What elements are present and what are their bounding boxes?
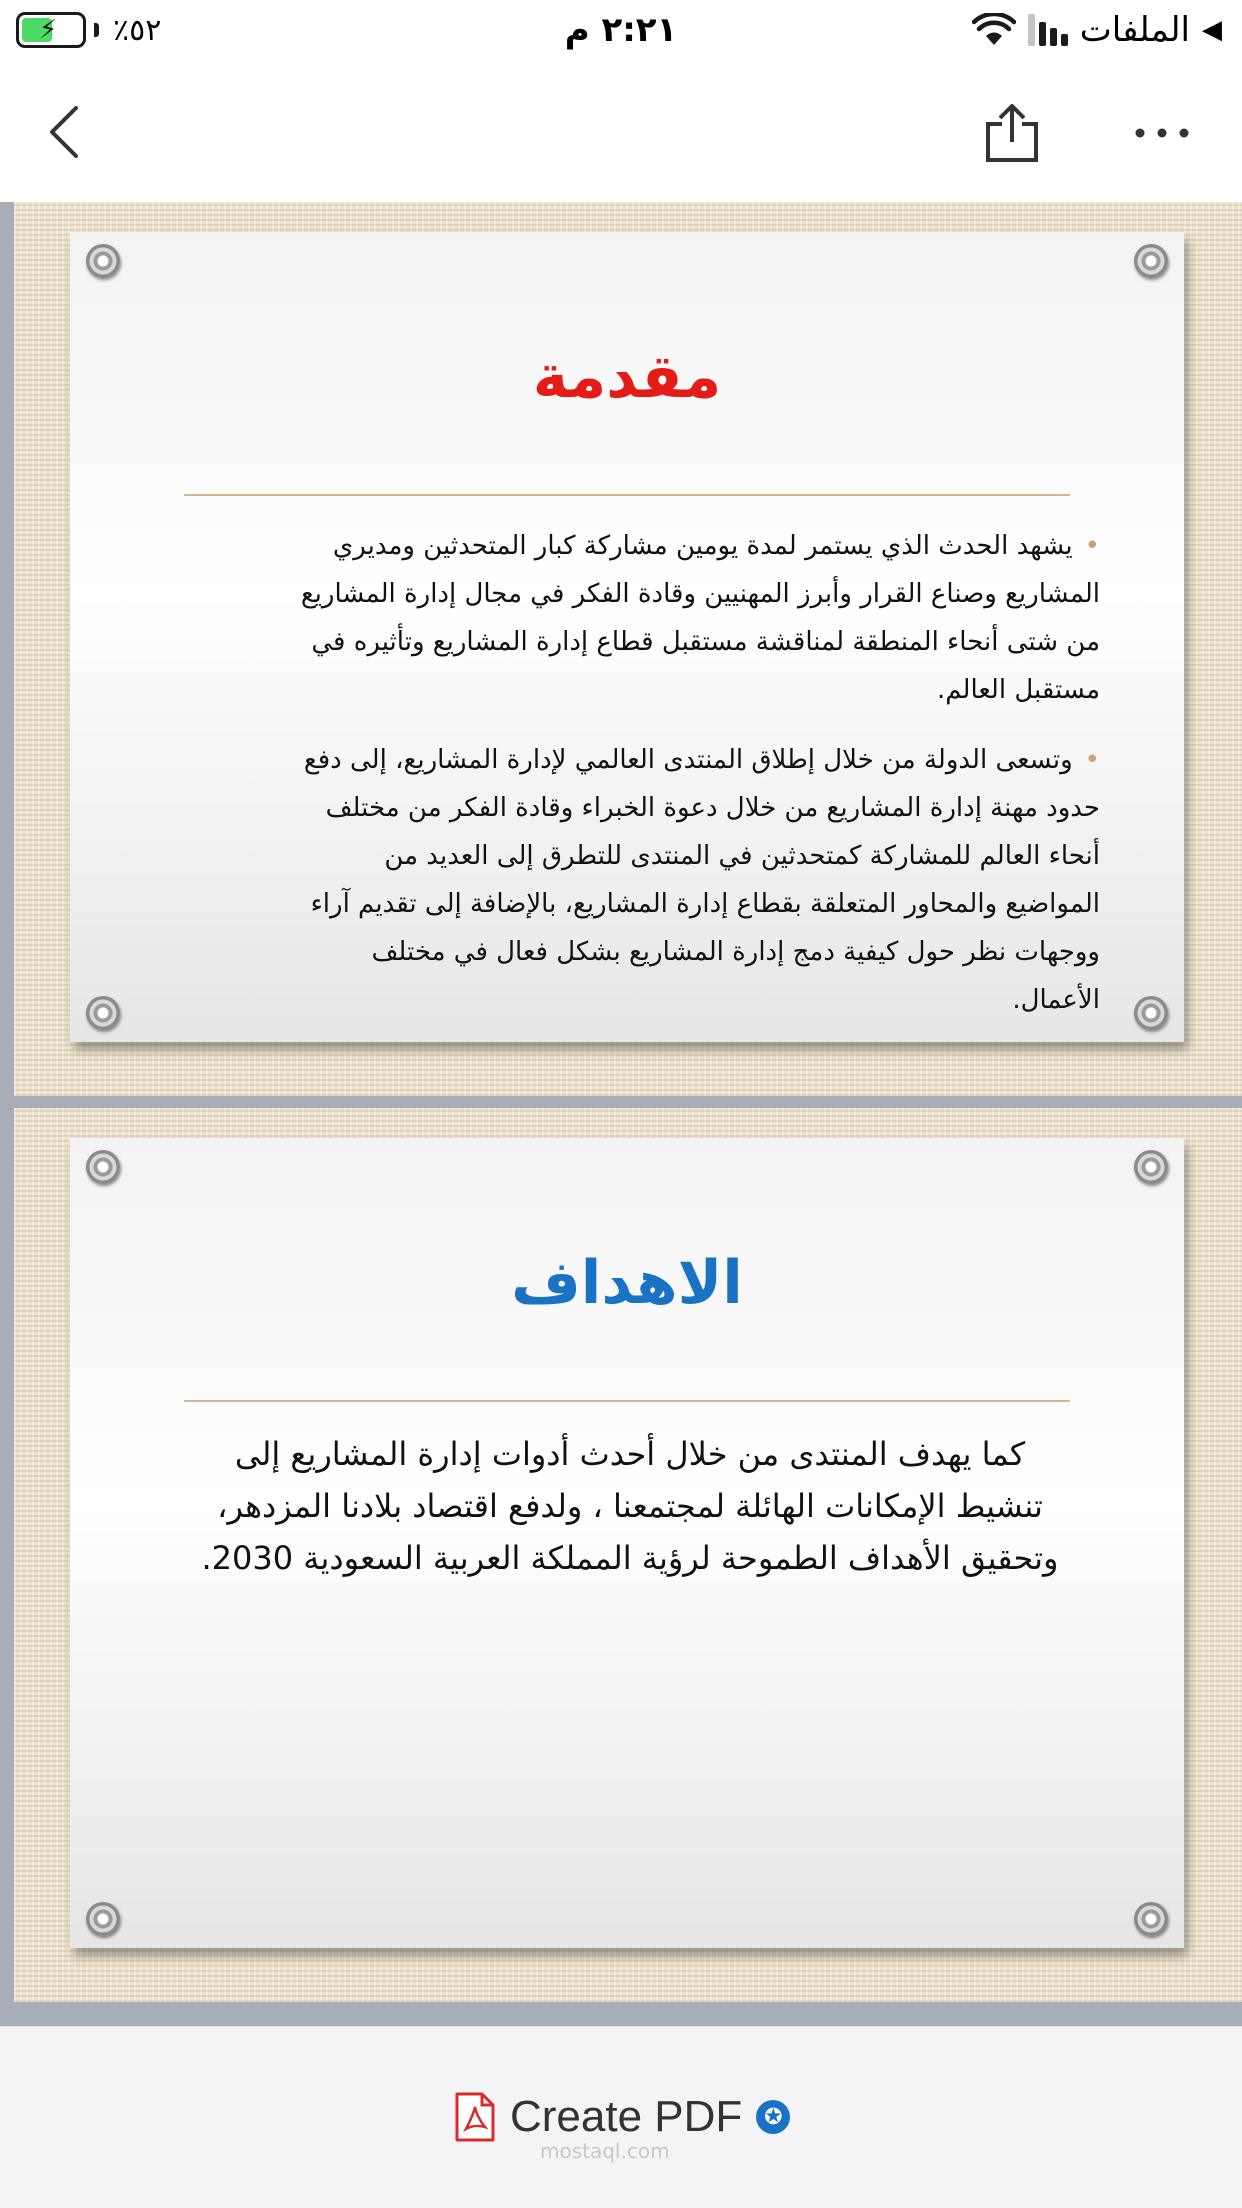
create-pdf-button[interactable]: [454, 2087, 790, 2147]
bullet-dot-icon: •: [1084, 531, 1100, 561]
bullet-line: الأعمال.: [1012, 985, 1100, 1015]
bullet-line: •وتسعى الدولة من خلال إطلاق المنتدى العالمي لإدارة المشاريع، إلى دفع: [303, 745, 1100, 775]
ellipsis-icon[interactable]: [1132, 122, 1192, 144]
bullet-line: ووجهات نظر حول كيفية دمج إدارة المشاريع بشكل فعال في مختلف: [371, 937, 1100, 967]
bullet-item: [220, 736, 1100, 1024]
status-bar: [0, 0, 1242, 62]
status-right-group: [972, 10, 1222, 50]
bullet-dot-icon: •: [1084, 745, 1100, 775]
viewer-toolbar: [0, 62, 1242, 202]
document-viewer[interactable]: [0, 202, 1242, 2040]
bullet-list: [220, 522, 1100, 1046]
signal-strength-icon: [1028, 14, 1068, 46]
bullet-line: حدود مهنة إدارة المشاريع من خلال دعوة الخبراء وقادة الفكر من مختلف: [325, 793, 1100, 823]
slide-body: [180, 1428, 1080, 1584]
pin-icon: [86, 996, 120, 1030]
slide-panel: [70, 232, 1184, 1042]
slide-intro: [14, 202, 1242, 1096]
back-triangle-icon[interactable]: ◀: [1202, 15, 1222, 45]
back-to-app-label[interactable]: الملفات: [1079, 10, 1190, 50]
body-line: وتحقيق الأهداف الطموحة لرؤية المملكة العربية السعودية 2030.: [201, 1539, 1059, 1577]
title-divider: [184, 494, 1070, 496]
pin-icon: [86, 1902, 120, 1936]
body-line: كما يهدف المنتدى من خلال أحدث أدوات إدارة المشاريع إلى: [234, 1435, 1026, 1473]
slide-title: مقدمة: [532, 342, 722, 412]
pin-icon: [1134, 244, 1168, 278]
watermark: mostaql.com: [540, 2139, 670, 2163]
charging-bolt-icon: ⚡: [39, 15, 58, 45]
bullet-line: •يشهد الحدث الذي يستمر لمدة يومين مشاركة كبار المتحدثين ومديري: [332, 531, 1100, 561]
pdf-file-icon: [454, 2091, 496, 2143]
slide-goals: [14, 1108, 1242, 2002]
bullet-item: [220, 522, 1100, 714]
title-divider: [184, 1400, 1070, 1402]
body-line: تنشيط الإمكانات الهائلة لمجتمعنا ، ولدفع اقتصاد بلادنا المزدهر،: [217, 1487, 1043, 1525]
pin-icon: [1134, 1150, 1168, 1184]
pin-icon: [86, 1150, 120, 1184]
bullet-line: مستقبل العالم.: [936, 675, 1100, 705]
bullet-line: المشاريع وصناع القرار وأبرز المهنيين وقادة الفكر في مجال إدارة المشاريع: [300, 579, 1100, 609]
pin-icon: [86, 244, 120, 278]
slide-panel: [70, 1138, 1184, 1948]
bottom-bar: [0, 2026, 1242, 2208]
pin-icon: [1134, 996, 1168, 1030]
chevron-left-icon[interactable]: [44, 102, 84, 162]
bullet-line: المواضيع والمحاور المتعلقة بقطاع إدارة المشاريع، بالإضافة إلى تقديم آراء: [310, 889, 1100, 919]
create-pdf-label: Create PDF: [510, 2092, 743, 2141]
battery-percent: ٪٥٢: [113, 12, 162, 48]
share-icon[interactable]: [982, 102, 1042, 164]
status-time: ٢:٢١ م: [564, 10, 678, 50]
slide-title: الاهداف: [511, 1248, 743, 1318]
wifi-icon: [972, 13, 1016, 47]
pin-icon: [1134, 1902, 1168, 1936]
star-badge-icon: ✪: [756, 2100, 790, 2134]
bullet-line: أنحاء العالم للمشاركة كمتحدثين في المنتدى للتطرق إلى العديد من: [384, 841, 1100, 871]
bullet-line: من شتى أنحاء المنطقة لمناقشة مستقبل قطاع إدارة المشاريع وتأثيره في: [311, 627, 1100, 657]
